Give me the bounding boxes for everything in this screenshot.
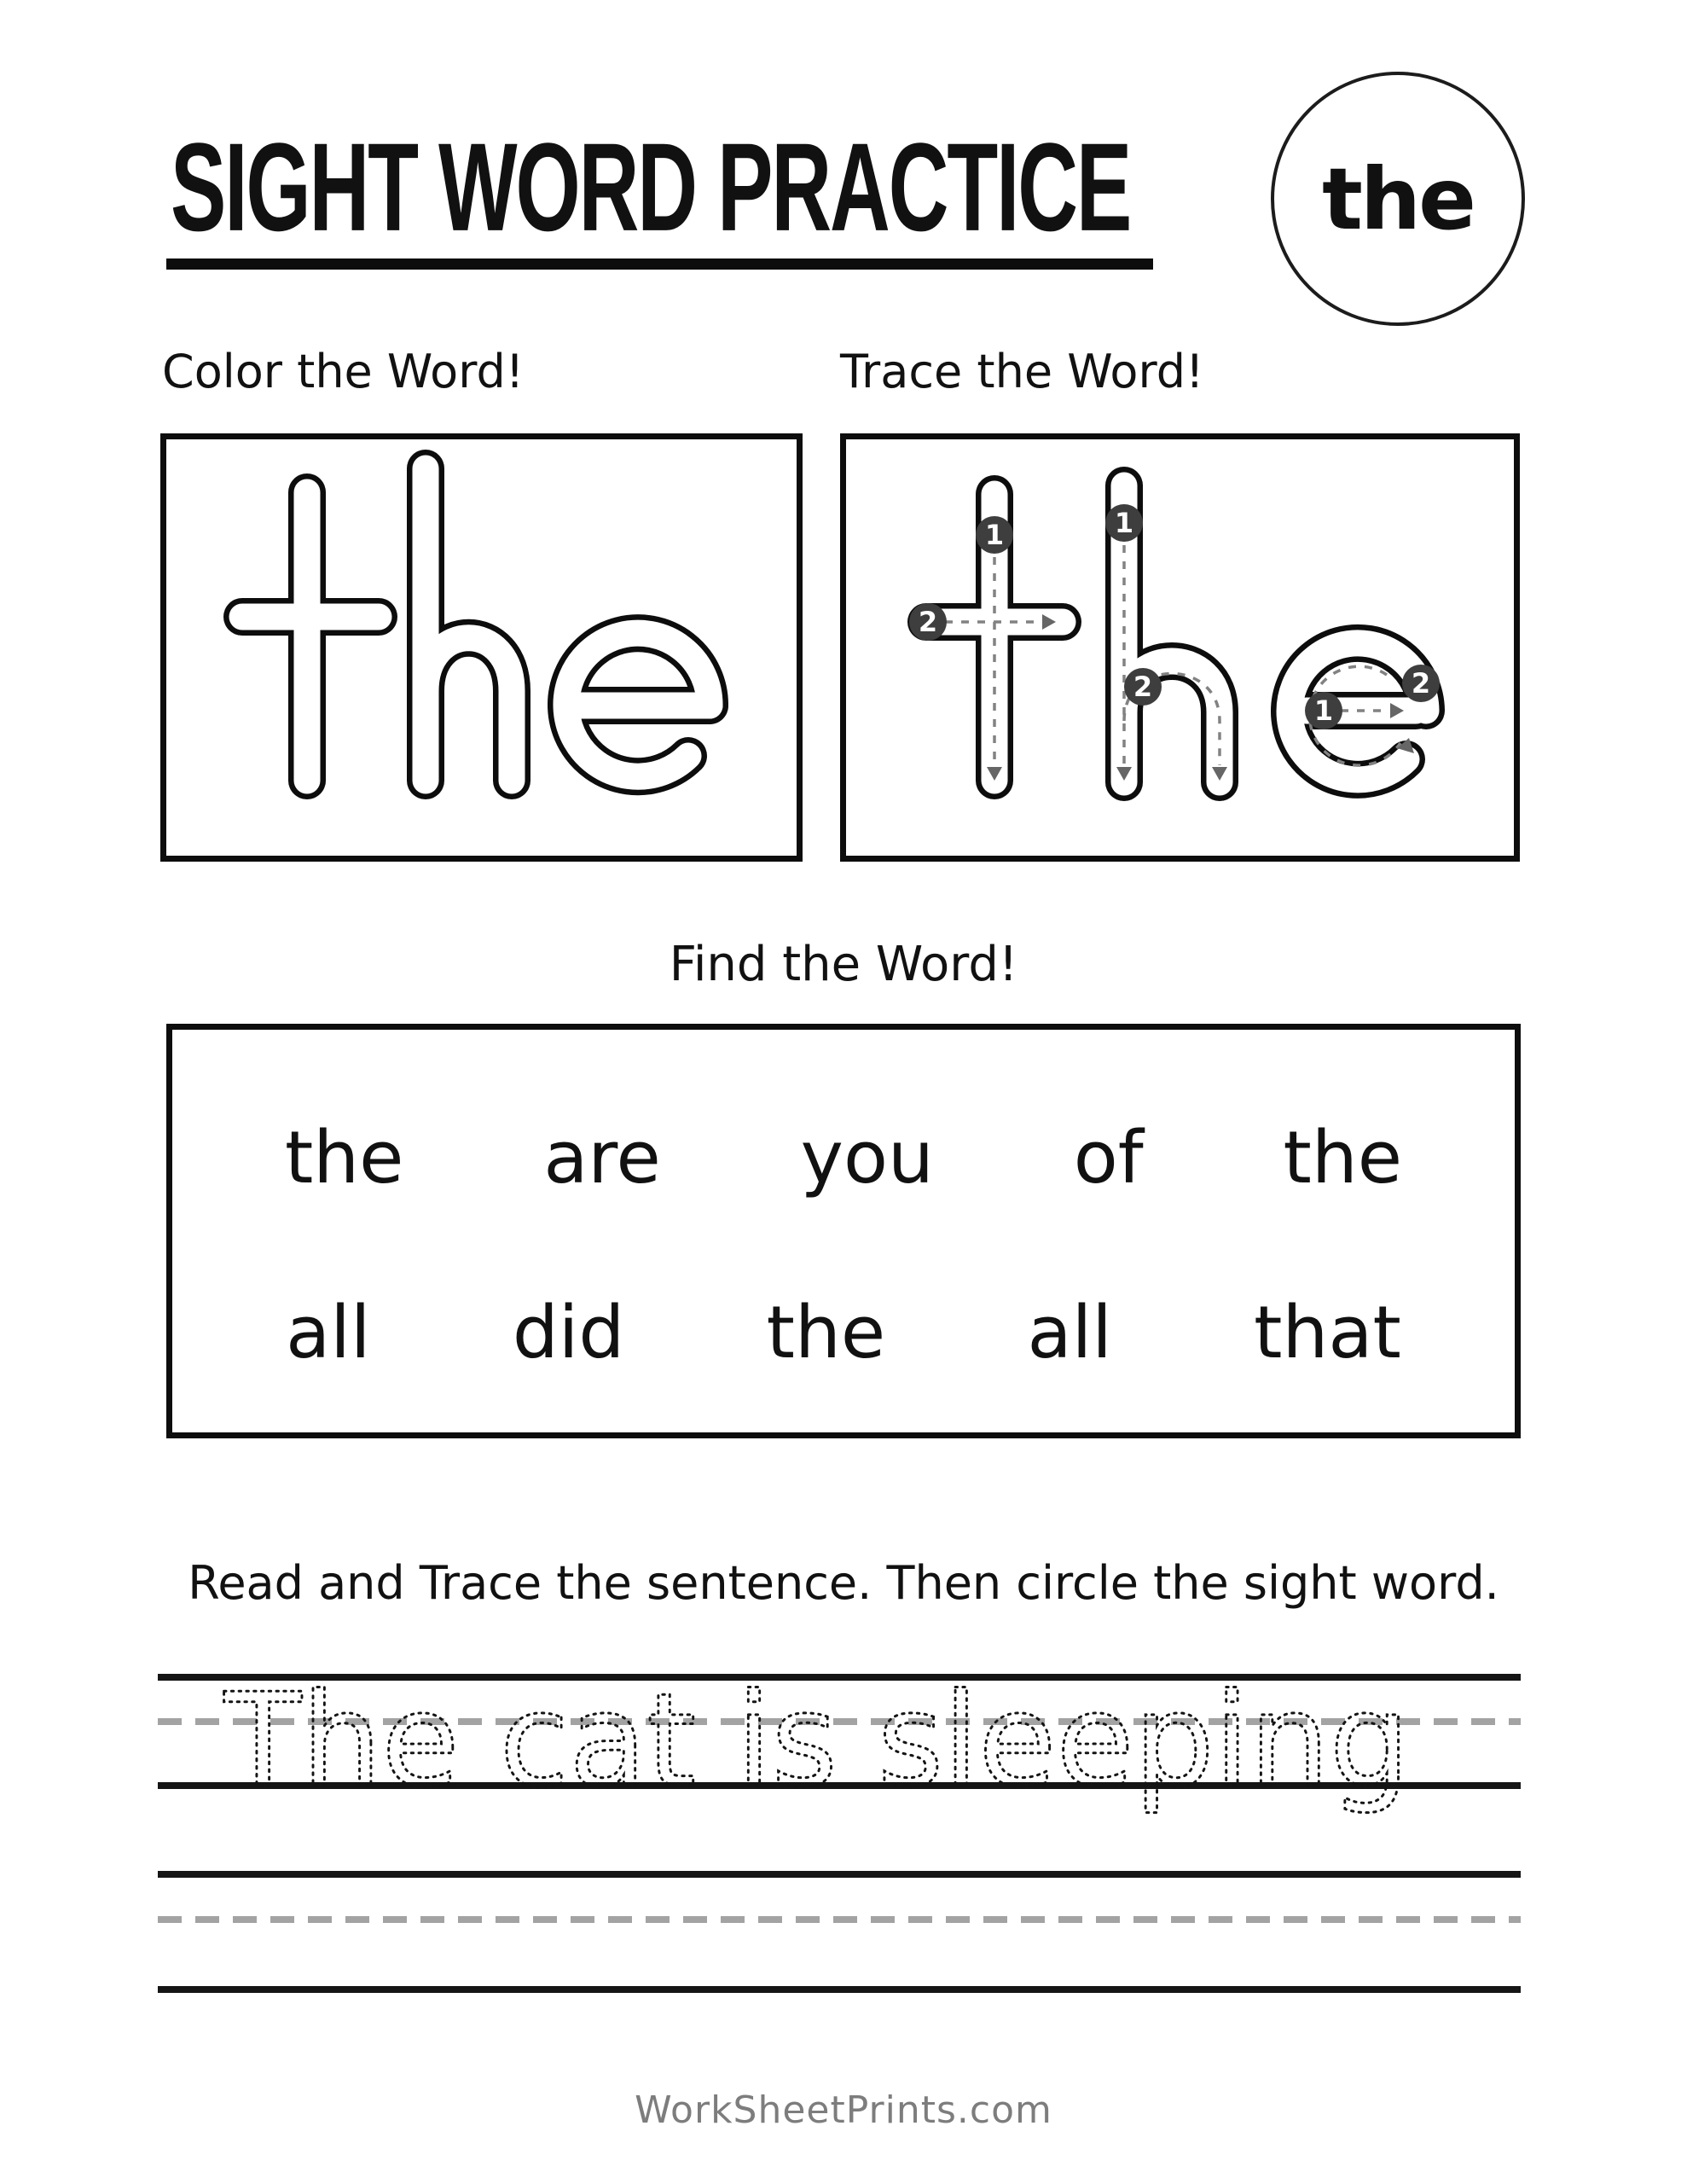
title-underline xyxy=(166,258,1153,270)
sentence-instruction: Read and Trace the sentence. Then circle the sight word. xyxy=(188,1556,1499,1610)
page-title-text: SIGHT WORD PRACTICE xyxy=(171,116,1131,258)
trace-section-label: Trace the Word! xyxy=(840,345,1204,398)
find-word: the xyxy=(1283,1116,1403,1200)
color-section-label: Color the Word! xyxy=(162,345,525,398)
trace-word-box xyxy=(840,433,1520,862)
find-word: the xyxy=(766,1291,886,1375)
find-word: did xyxy=(512,1291,625,1375)
sight-word-badge xyxy=(1271,72,1525,326)
handwriting-lines xyxy=(158,1664,1527,2022)
step-badge-number: 2 xyxy=(918,606,938,638)
find-word: you xyxy=(800,1116,934,1200)
find-section-label: Find the Word! xyxy=(669,937,1018,992)
find-word: of xyxy=(1073,1116,1144,1200)
find-row xyxy=(215,1116,1472,1200)
sight-word-badge-text: the xyxy=(1322,148,1474,249)
trace-word-art xyxy=(846,439,1514,856)
step-badge-number: 1 xyxy=(1114,507,1134,539)
find-word: are xyxy=(543,1116,661,1200)
step-badge-number: 2 xyxy=(1411,667,1431,700)
find-word-box xyxy=(166,1024,1521,1438)
color-word-art xyxy=(166,439,797,856)
color-word-box xyxy=(160,433,803,862)
footer-site-credit: WorkSheetPrints.com xyxy=(635,2088,1052,2132)
step-badge-number: 1 xyxy=(1313,694,1334,727)
step-badge-number: 2 xyxy=(1133,671,1153,703)
step-badge-number: 1 xyxy=(984,519,1005,551)
find-word: all xyxy=(1027,1291,1112,1375)
find-word: the xyxy=(284,1116,404,1200)
trace-sentence-text: The cat is sleeping xyxy=(223,1665,1411,1816)
find-word: all xyxy=(286,1291,371,1375)
find-word: that xyxy=(1254,1291,1401,1375)
find-row xyxy=(215,1291,1472,1375)
